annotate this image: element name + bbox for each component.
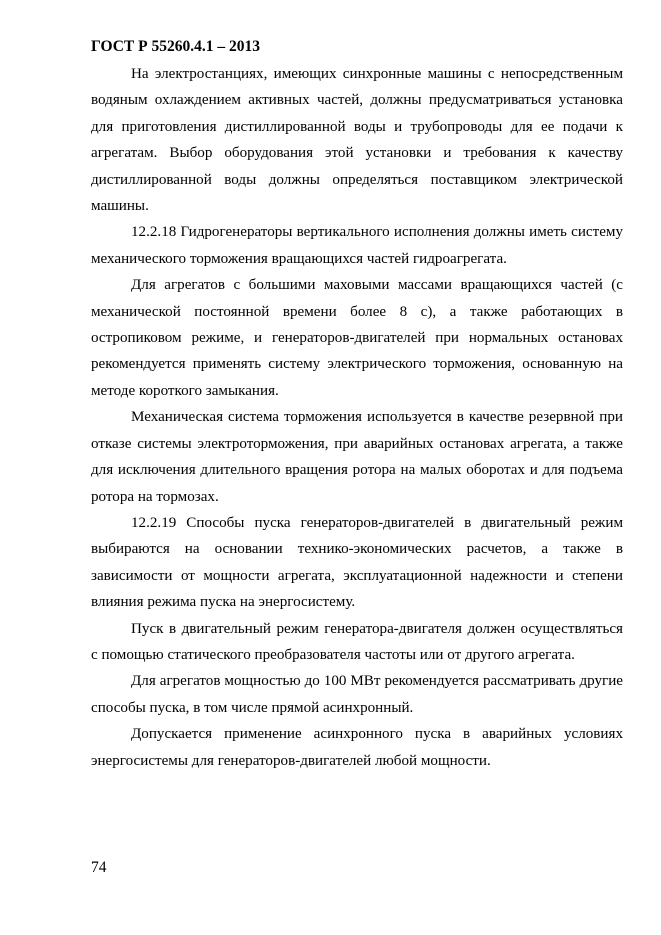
standard-header: ГОСТ Р 55260.4.1 – 2013 (91, 38, 260, 55)
paragraph-12-2-19: 12.2.19 Способы пуска генераторов-двигателей в двигательный режим выбираются на основании технико-экономических расчетов, а также в зависимости от мощности агрегата, эксплуатационной надежности и степени влияния режима пуска на энергосистему. (91, 514, 623, 611)
paragraph-distilled-water: На электростанциях, имеющих синхронные машины с непосредственным водяным охлаждением активных частей, должны предусматриваться установка для приготовления дистиллированной воды и трубопроводы для ее подачи к агрегатам. Выбор оборудования этой установки и требования к качеству дистиллированной воды должны определяться поставщиком электрической машины. (91, 66, 623, 215)
paragraph-12-2-18: 12.2.18 Гидрогенераторы вертикального исполнения должны иметь систему механического торможения вращающихся частей гидроагрегата. (91, 224, 623, 267)
body-text (91, 61, 623, 774)
paragraph-async-start: Допускается применение асинхронного пуска в аварийных условиях энергосистемы для генераторов-двигателей любой мощности. (91, 726, 623, 769)
paragraph-start-up-to-100mw: Для агрегатов мощностью до 100 МВт рекомендуется рассматривать другие способы пуска, в том числе прямой асинхронный. (91, 673, 623, 716)
paragraph-mechanical-braking: Механическая система торможения используется в качестве резервной при отказе системы электроторможения, при аварийных остановах агрегата, а также для исключения длительного вращения ротора на малых оборотах и для подъема ротора на тормозах. (91, 409, 623, 505)
paragraph-electric-braking: Для агрегатов с большими маховыми массами вращающихся частей (с механической постоянной времени более 8 с), а также работающих в остропиковом режиме, и генераторов-двигателей при нормальных остановах рекомендуется применять систему электрического торможения, основанную на методе короткого замыкания. (91, 277, 623, 399)
paragraph-start-motor-mode: Пуск в двигательный режим генератора-двигателя должен осуществляться с помощью статического преобразователя частоты или от другого агрегата. (91, 620, 623, 663)
page-number: 74 (91, 859, 107, 876)
